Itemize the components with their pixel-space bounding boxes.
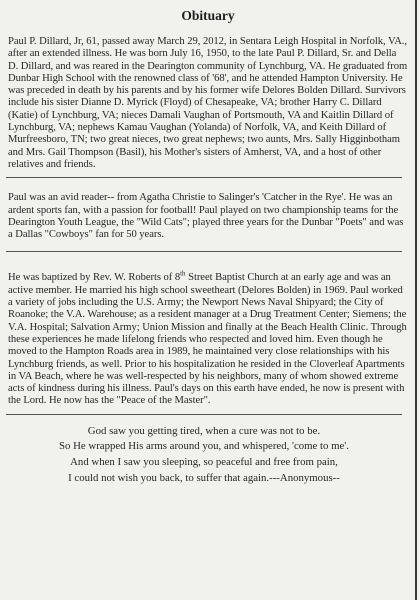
document-title: Obituary: [181, 8, 235, 23]
section-divider-3: [6, 414, 402, 415]
paragraph-life-rest: Street Baptist Church at an early age and was an active member. He married his high school sweetheart (Delores Bolden) in 1969. Paul worked a variety of jobs including the U.S. Army; the Newport News Naval Shipyard; the City of Roanoke; the V.A. Warehouse; as a resident manager at a Drug Treatment Center; Siemens; the V.A. Hospital; Salvation Army; Union Mission and finally at the Beach Health Clinic. Through these experiences he made lifelong friends who respected and loved him. Even though he moved to the Hampton Roads area in 1989, he maintained very close relationships with his Lynchburg friends, as well. Prior to his hospitalization he resided in the Cloverleaf Apartments in VA Beach, where he was well-respected by his neighbors, many of whom showed extreme acts of kindness during his illness. Paul's days on this earth have ended, he now is present with the Lord. He now has the "Peace of the Master".: [8, 272, 407, 407]
paragraph-life: [8, 269, 408, 407]
page-edge-border: [415, 0, 417, 600]
poem-line: God saw you getting tired, when a cure was not to be.: [87, 424, 321, 437]
paragraph-life-start: He was baptized by Rev. W. Roberts of 8: [8, 272, 181, 284]
section-divider-2: [6, 251, 402, 252]
section-divider-1: [6, 177, 402, 178]
ordinal-suffix: th: [180, 269, 186, 278]
paragraph-biography: Paul P. Dillard, Jr, 61, passed away March 29, 2012, in Sentara Leigh Hospital in Norfolk, VA., after an extended illness. He was born July 16, 1950, to the late Paul P. Dillard, Sr. and Della D. Dillard, and was reared in the Dearington community of Lynchburg, VA. He graduated from Dunbar High School with the renowned class of '68', and he attended Hampton University. He was preceded in death by his parents and by his former wife Delores Bolden Dillard. Survivors include his sister Dianne D. Myrick (Floyd) of Chesapeake, VA; brother Harry C. Dillard (Katie) of Lynchburg, VA; nieces Damali Vaughan of Portsmouth, VA and Kaitlin Dillard of Lynchburg, VA; nephews Kamau Vaughan (Yolanda) of Norfolk, VA, and Keith Dillard of Murfreesboro, TN; two great nieces, two great nephews; two aunts, Mrs. Sally Higginbotham and Mrs. Gail Thompson (Basil), his Mother's sisters of Amherst, VA, and a host of other relatives and friends.: [8, 36, 408, 170]
poem-line: So He wrapped His arms around you, and whispered, 'come to me'.: [59, 440, 349, 453]
poem-line: I could not wish you back, to suffer that again.---Anonymous--: [68, 471, 340, 484]
paragraph-interests: Paul was an avid reader-- from Agatha Christie to Salinger's 'Catcher in the Rye'. He was an ardent sports fan, with a passion for football! Paul played on two championship teams for the Dearington Youth League, the "Wild Cats"; played three years for the Dunbar "Poets" and was a Dallas "Cowboys" fan for 50 years.: [8, 192, 404, 241]
closing-poem: [8, 424, 408, 486]
poem-line: And when I saw you sleeping, so peaceful and free from pain,: [70, 455, 338, 468]
